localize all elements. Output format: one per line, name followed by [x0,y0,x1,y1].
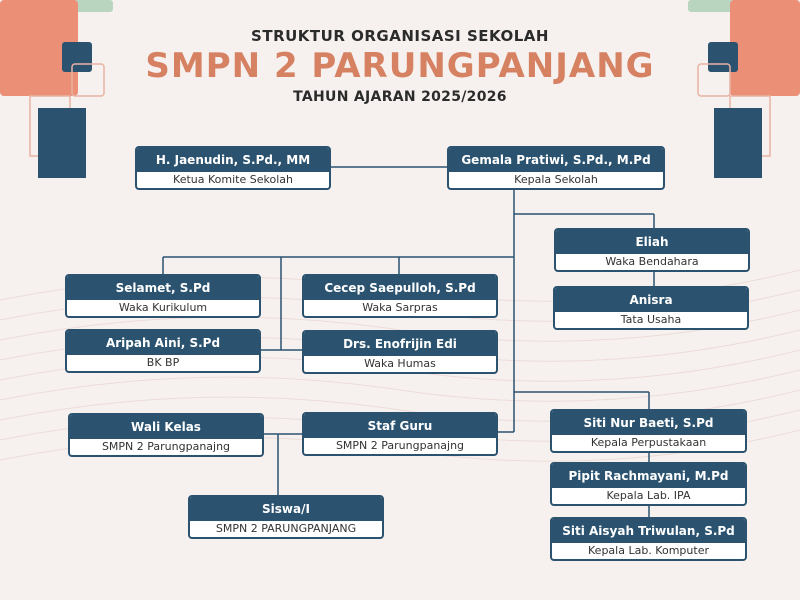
node-ketua-komite [135,146,331,190]
node-name: Siswa/I [190,497,382,521]
node-name: Siti Nur Baeti, S.Pd [552,411,745,435]
node-role: Kepala Lab. IPA [606,489,691,502]
node-kepala-perpustakaan [550,409,747,453]
node-role: SMPN 2 Parungpanajng [101,440,231,453]
node-bk-bp [65,329,261,373]
node-waka-sarpras [302,274,498,318]
node-name: Drs. Enofrijin Edi [304,332,496,356]
node-role: Tata Usaha [620,313,682,326]
node-name: Anisra [555,288,747,312]
node-name: Selamet, S.Pd [67,276,259,300]
node-name: Staf Guru [304,414,496,438]
node-kepala-lab-komputer [550,517,747,561]
node-role: Waka Kurikulum [118,301,208,314]
node-role: Ketua Komite Sekolah [173,173,293,186]
node-name: Cecep Saepulloh, S.Pd [304,276,496,300]
node-role: Kepala Sekolah [514,173,598,186]
node-waka-kurikulum [65,274,261,318]
node-name: Gemala Pratiwi, S.Pd., M.Pd [449,148,663,172]
node-waka-bendahara [554,228,750,272]
node-siswa [188,495,384,539]
node-staf-guru [302,412,498,456]
node-name: Siti Aisyah Triwulan, S.Pd [552,519,745,543]
node-wali-kelas [68,413,264,457]
node-role: Kepala Perpustakaan [590,436,707,449]
title-tahun-ajaran: TAHUN AJARAN 2025/2026 [293,89,507,105]
node-name: Aripah Aini, S.Pd [67,331,259,355]
node-role: Waka Humas [364,357,436,370]
node-role: Waka Bendahara [605,255,699,268]
node-name: Wali Kelas [70,415,262,439]
node-role: SMPN 2 Parungpanajng [335,439,465,452]
node-tata-usaha [553,286,749,330]
node-role: SMPN 2 PARUNGPANJANG [215,522,357,535]
node-kepala-lab-ipa [550,462,747,506]
node-role: Waka Sarpras [362,301,438,314]
node-kepala-sekolah [447,146,665,190]
node-role: Kepala Lab. Komputer [588,544,709,557]
node-waka-humas [302,330,498,374]
node-name: Pipit Rachmayani, M.Pd [552,464,745,488]
node-name: Eliah [556,230,748,254]
node-name: H. Jaenudin, S.Pd., MM [137,148,329,172]
title-struktur: STRUKTUR ORGANISASI SEKOLAH [251,27,549,45]
node-role: BK BP [146,356,180,369]
title-school-name: SMPN 2 PARUNGPANJANG [145,46,655,86]
